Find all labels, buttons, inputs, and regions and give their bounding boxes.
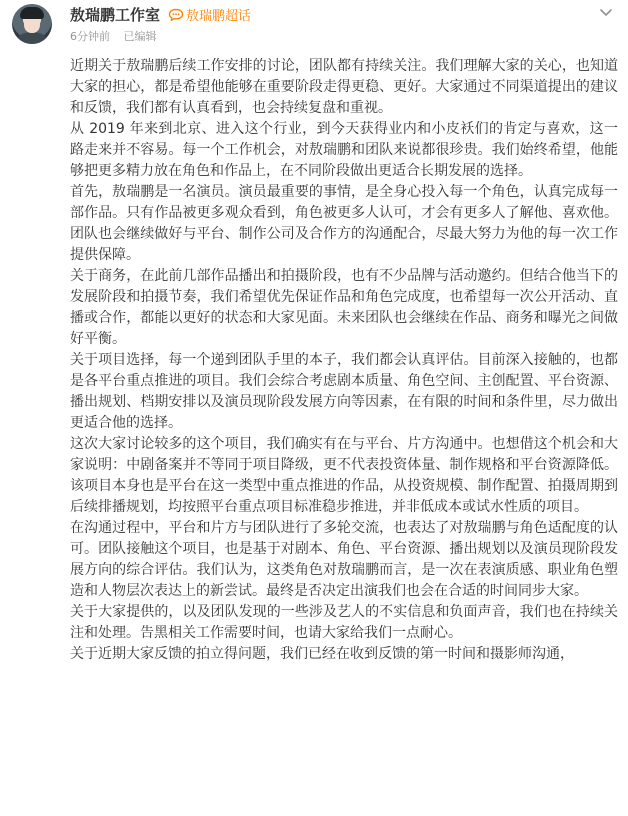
author-row [70,3,251,25]
edited-label[interactable]: 已编辑 [123,30,157,43]
paragraph: 从 2019 年来到北京、进入这个行业，到今天获得业内和小皮袄们的肯定与喜欢，这一路走来并不容易。每一个工作机会，对敖瑞鹏和团队来说都很珍贵。我们始终希望，他能够把更多精力放在角色和作品上，在不同阶段做出更适合长期发展的选择。 [70,121,618,179]
paragraph: 这次大家讨论较多的这个项目，我们确实有在与平台、片方沟通中。也想借这个机会和大家说明：中剧备案并不等同于项目降级，更不代表投资体量、制作规格和平台资源降低。该项目本身也是平台在这一类型中重点推进的作品，从投资规模、制作配置、拍摄周期到后续排播规划，均按照平台重点项目标准稳步推进，并非低成本或试水性质的项目。 [70,436,618,515]
post-header [0,0,628,56]
author-name[interactable]: 敖瑞鹏工作室 [70,5,161,24]
paragraph: 近期关于敖瑞鹏后续工作安排的讨论，团队都有持续关注。我们理解大家的关心，也知道大家的担心，都是希望他能够在重要阶段走得更稳、更好。大家通过不同渠道提出的建议和反馈，我们都有认真看到，也会持续复盘和重视。 [70,58,618,116]
paragraph: 首先，敖瑞鹏是一名演员。演员最重要的事情，是全身心投入每一个角色，认真完成每一部作品。只有作品被更多观众看到，角色被更多人认可，才会有更多人了解他、喜欢他。团队也会继续做好与平台、制作公司及合作方的沟通配合，尽最大努力为他的每一次工作提供保障。 [70,184,618,263]
paragraph: 关于商务，在此前几部作品播出和拍摄阶段，也有不少品牌与活动邀约。但结合他当下的发展阶段和拍摄节奏，我们希望优先保证作品和角色完成度，也希望每一次公开活动、直播或合作，都能以更好的状态和大家见面。未来团队也会继续在作品、商务和曝光之间做好平衡。 [70,268,618,347]
paragraph: 关于近期大家反馈的拍立得问题，我们已经在收到反馈的第一时间和摄影师沟通， [70,646,574,662]
topic-link[interactable]: 敖瑞鹏超话 [186,8,252,24]
chevron-down-icon[interactable] [598,4,614,20]
avatar-body [16,32,48,44]
paragraph: 关于大家提供的，以及团队发现的一些涉及艺人的不实信息和负面声音，我们也在持续关注和处理。告黑相关工作需要时间，也请大家给我们一点耐心。 [70,604,618,641]
paragraph: 在沟通过程中，平台和片方与团队进行了多轮交流，也表达了对敖瑞鹏与角色适配度的认可。团队接触这个项目，也是基于对剧本、角色、平台资源、播出规划以及演员现阶段发展方向的综合评估。我们认为，这类角色对敖瑞鹏而言，是一次在表演质感、职业角色塑造和人物层次表达上的新尝试。最终是否决定出演我们也会在合适的时间同步大家。 [70,520,618,599]
post-time[interactable]: 6分钟前 [70,30,110,43]
paragraph: 关于项目选择，每一个递到团队手里的本子，我们都会认真评估。目前深入接触的，也都是各平台重点推进的项目。我们会综合考虑剧本质量、角色空间、主创配置、平台资源、播出规划、档期安排以及演员现阶段发展方向等因素，在有限的时间和条件里，尽力做出更适合他的选择。 [70,352,618,431]
chat-bubble-icon[interactable] [168,7,184,21]
post-content [70,56,618,665]
avatar-hair [20,7,44,19]
post-meta [70,28,157,44]
avatar[interactable] [12,4,52,44]
